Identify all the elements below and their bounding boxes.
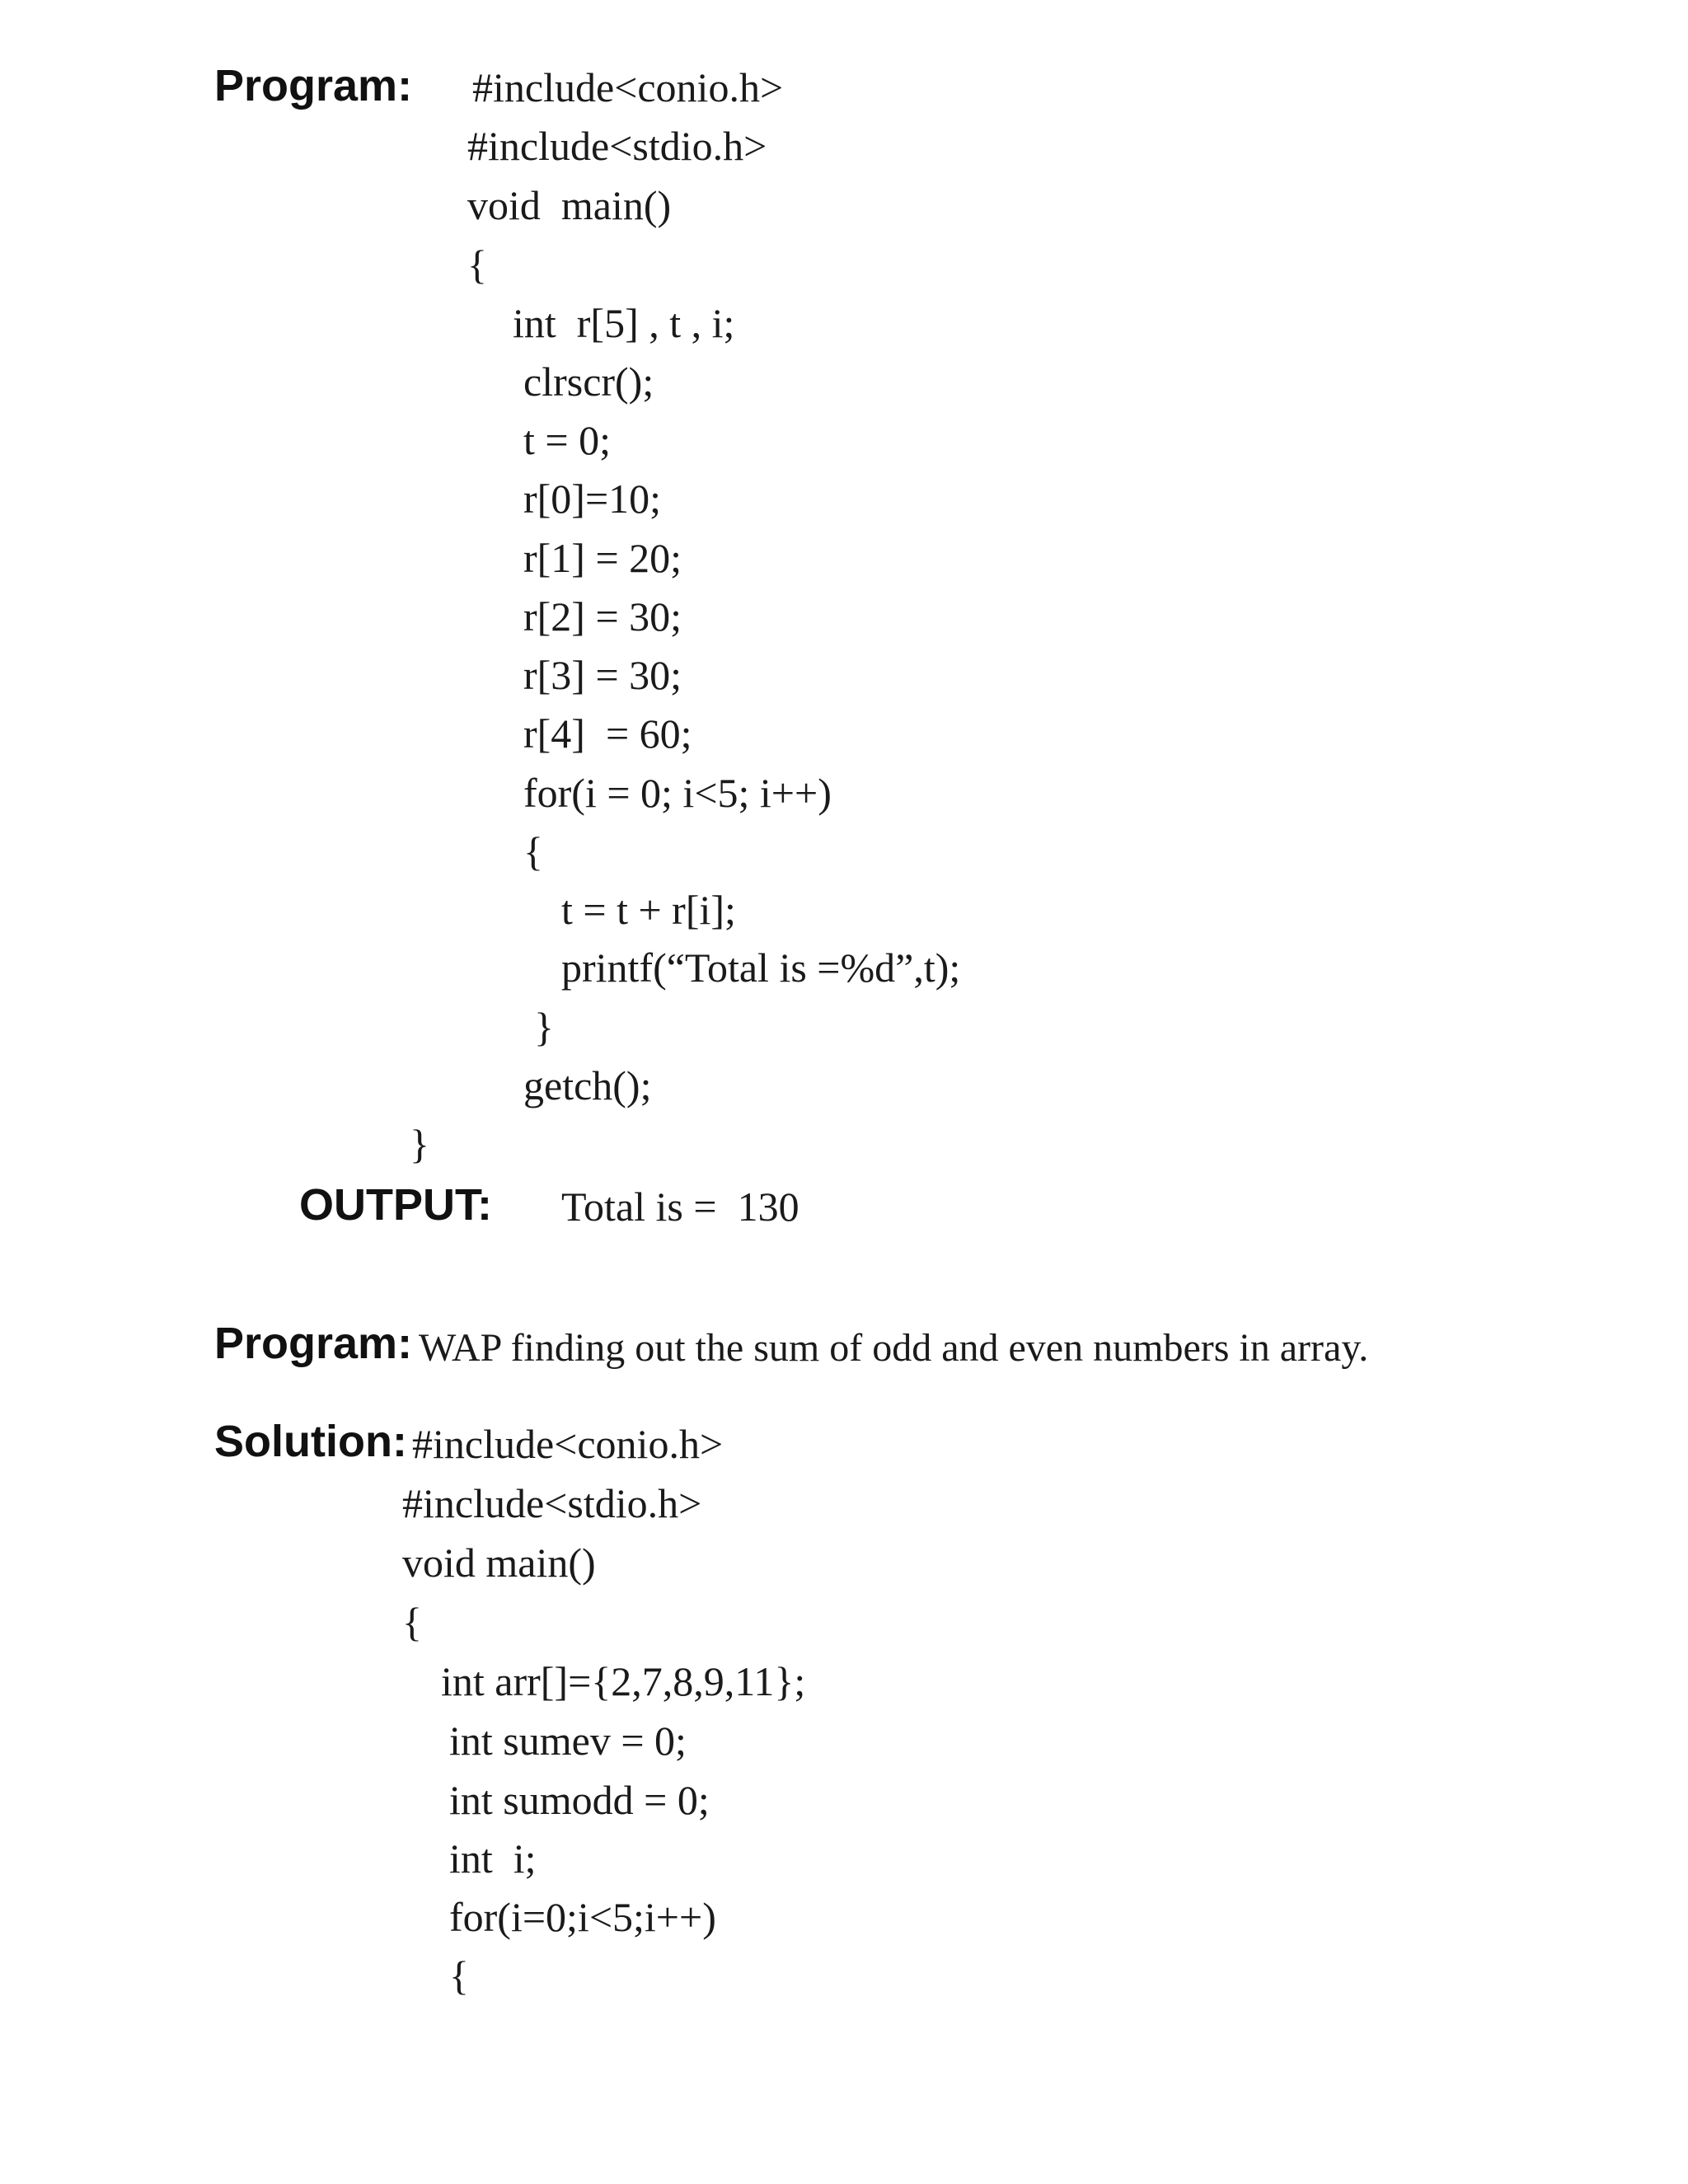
code-line: void main() <box>467 182 672 228</box>
code-line: clrscr(); <box>523 359 654 405</box>
code-line: t = 0; <box>523 417 611 463</box>
code-line: void main() <box>402 1540 596 1586</box>
code-line: int sumev = 0; <box>449 1718 687 1764</box>
code-line: r[3] = 30; <box>523 652 682 698</box>
code-line: #include<conio.h> <box>412 1421 724 1467</box>
program-heading-1: Program: <box>214 61 413 110</box>
code-line: { <box>523 828 543 874</box>
code-line: #include<conio.h> <box>472 64 784 110</box>
program-description: WAP finding out the sum of odd and even numbers in array. <box>419 1326 1369 1370</box>
code-line: { <box>402 1599 422 1645</box>
code-line: getch(); <box>523 1062 652 1108</box>
code-line: printf(“Total is =%d”,t); <box>561 944 961 991</box>
code-line: r[4] = 60; <box>523 710 692 757</box>
output-value: Total is = 130 <box>561 1183 799 1230</box>
code-line: t = t + r[i]; <box>561 887 736 933</box>
code-line: { <box>467 241 487 288</box>
output-heading: OUTPUT: <box>299 1180 492 1230</box>
code-line: { <box>449 1952 469 1999</box>
code-line: r[2] = 30; <box>523 593 682 640</box>
program-heading-2: Program: <box>214 1319 413 1368</box>
code-line: for(i = 0; i<5; i++) <box>523 770 832 816</box>
code-line: for(i=0;i<5;i++) <box>449 1894 716 1940</box>
code-line: } <box>534 1004 554 1050</box>
code-line: int r[5] , t , i; <box>513 300 735 346</box>
code-line: int sumodd = 0; <box>449 1777 710 1823</box>
code-line: } <box>410 1121 429 1167</box>
code-line: #include<stdio.h> <box>402 1480 702 1526</box>
code-line: r[1] = 20; <box>523 535 682 581</box>
code-line: r[0]=10; <box>523 476 662 522</box>
solution-heading: Solution: <box>214 1417 407 1466</box>
code-line: int i; <box>449 1835 537 1882</box>
code-line: #include<stdio.h> <box>467 123 767 169</box>
code-line: int arr[]={2,7,8,9,11}; <box>441 1658 806 1704</box>
